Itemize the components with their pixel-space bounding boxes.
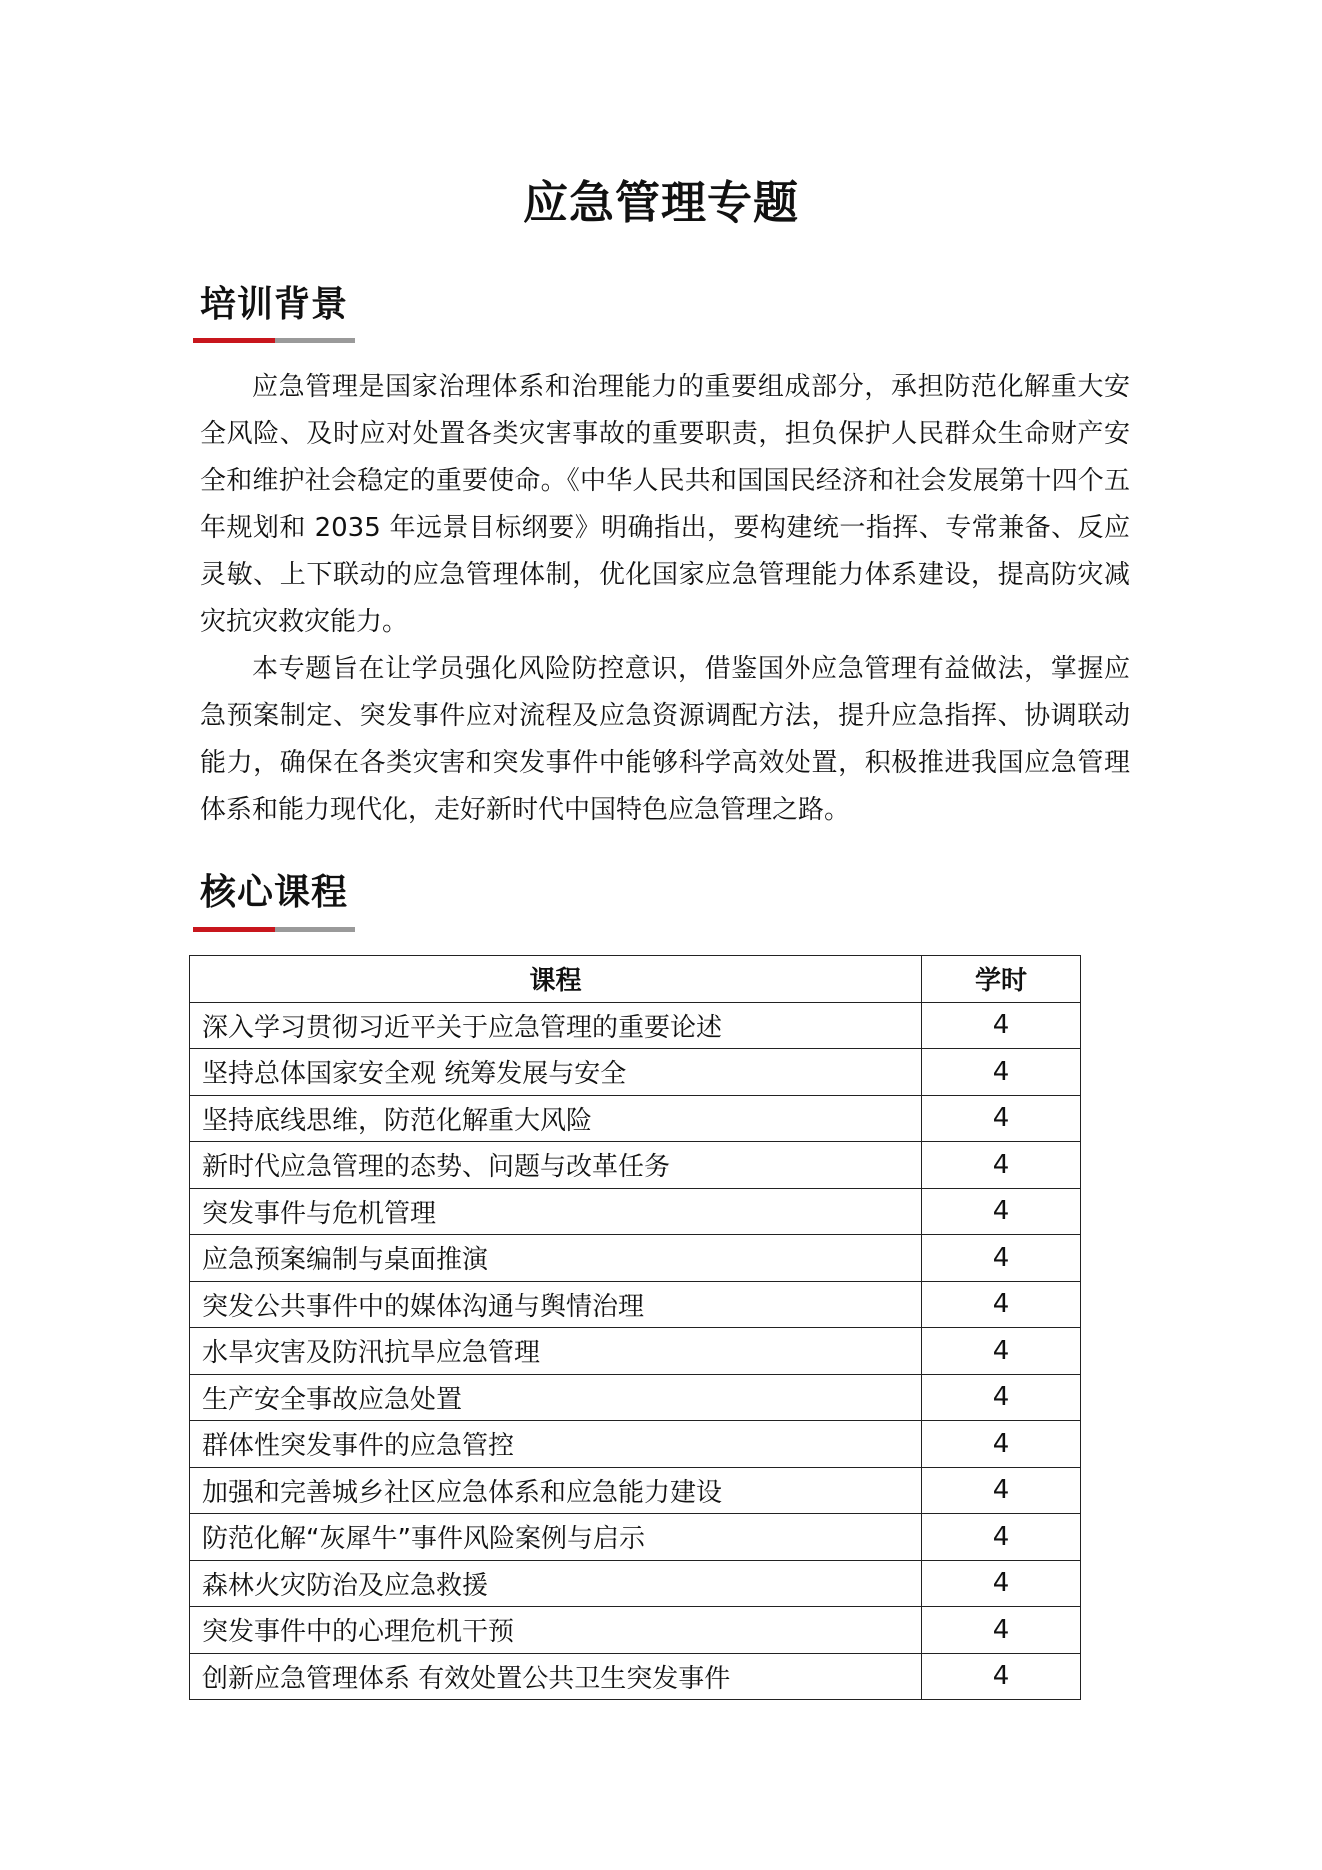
course-name-cell: 突发事件与危机管理: [190, 1188, 922, 1235]
course-hours-cell: 4: [922, 1421, 1081, 1468]
course-hours-cell: 4: [922, 1235, 1081, 1282]
course-hours-cell: 4: [922, 1281, 1081, 1328]
section-heading-courses: 核心课程: [200, 872, 349, 913]
course-name-cell: 群体性突发事件的应急管控: [190, 1421, 922, 1468]
heading-underline-accent: [193, 338, 275, 343]
course-hours-cell: 4: [922, 1653, 1081, 1700]
page-title: 应急管理专题: [522, 176, 799, 229]
table-row: [190, 1095, 1081, 1142]
table-row: [190, 1142, 1081, 1189]
table-row: [190, 1188, 1081, 1235]
course-name-cell: 防范化解“灰犀牛”事件风险案例与启示: [190, 1514, 922, 1561]
course-hours-cell: 4: [922, 1142, 1081, 1189]
course-hours-cell: 4: [922, 1095, 1081, 1142]
course-hours-cell: 4: [922, 1188, 1081, 1235]
course-hours-cell: 4: [922, 1514, 1081, 1561]
column-header-course: 课程: [190, 956, 922, 1003]
section-heading-background: 培训背景: [200, 284, 349, 325]
background-paragraph-2: 本专题旨在让学员强化风险防控意识，借鉴国外应急管理有益做法，掌握应急预案制定、突发事件应对流程及应急资源调配方法，提升应急指挥、协调联动能力，确保在各类灾害和突发事件中能够科学高效处置，积极推进我国应急管理体系和能力现代化，走好新时代中国特色应急管理之路。: [200, 654, 1130, 825]
table-row: [190, 1235, 1081, 1282]
course-name-cell: 坚持总体国家安全观 统筹发展与安全: [190, 1049, 922, 1096]
course-name-cell: 深入学习贯彻习近平关于应急管理的重要论述: [190, 1002, 922, 1049]
course-name-cell: 森林火灾防治及应急救援: [190, 1560, 922, 1607]
table-row: [190, 1049, 1081, 1096]
course-name-cell: 突发公共事件中的媒体沟通与舆情治理: [190, 1281, 922, 1328]
table-row: [190, 1607, 1081, 1654]
column-header-hours: 学时: [922, 956, 1081, 1003]
table-row: [190, 1653, 1081, 1700]
course-hours-cell: 4: [922, 1607, 1081, 1654]
heading-underline-accent: [193, 927, 275, 932]
course-hours-cell: 4: [922, 1328, 1081, 1375]
heading-underline-background: [193, 338, 355, 343]
heading-underline-courses: [193, 927, 355, 932]
course-hours-cell: 4: [922, 1374, 1081, 1421]
table-row: [190, 1281, 1081, 1328]
table-row: [190, 1002, 1081, 1049]
table-row: [190, 1467, 1081, 1514]
table-row: [190, 1374, 1081, 1421]
course-hours-cell: 4: [922, 1049, 1081, 1096]
course-name-cell: 坚持底线思维，防范化解重大风险: [190, 1095, 922, 1142]
background-body: [200, 364, 1130, 834]
course-hours-cell: 4: [922, 1467, 1081, 1514]
table-row: [190, 1560, 1081, 1607]
course-name-cell: 生产安全事故应急处置: [190, 1374, 922, 1421]
table-header-row: [190, 956, 1081, 1003]
course-table-body: [190, 1002, 1081, 1700]
course-name-cell: 水旱灾害及防汛抗旱应急管理: [190, 1328, 922, 1375]
course-name-cell: 应急预案编制与桌面推演: [190, 1235, 922, 1282]
table-row: [190, 1328, 1081, 1375]
course-name-cell: 突发事件中的心理危机干预: [190, 1607, 922, 1654]
course-name-cell: 创新应急管理体系 有效处置公共卫生突发事件: [190, 1653, 922, 1700]
course-table: [189, 955, 1081, 1700]
heading-underline-muted: [275, 927, 355, 932]
background-paragraph-1: 应急管理是国家治理体系和治理能力的重要组成部分，承担防范化解重大安全风险、及时应对处置各类灾害事故的重要职责，担负保护人民群众生命财产安全和维护社会稳定的重要使命。《中华人民共和国国民经济和社会发展第十四个五年规划和 2035 年远景目标纲要》明确指出，要构建统一指挥、专常兼备、反应灵敏、上下联动的应急管理体制，优化国家应急管理能力体系建设，提高防灾减灾抗灾救灾能力。: [200, 372, 1130, 637]
course-hours-cell: 4: [922, 1560, 1081, 1607]
course-name-cell: 加强和完善城乡社区应急体系和应急能力建设: [190, 1467, 922, 1514]
heading-underline-muted: [275, 338, 355, 343]
table-row: [190, 1514, 1081, 1561]
table-row: [190, 1421, 1081, 1468]
course-name-cell: 新时代应急管理的态势、问题与改革任务: [190, 1142, 922, 1189]
course-hours-cell: 4: [922, 1002, 1081, 1049]
